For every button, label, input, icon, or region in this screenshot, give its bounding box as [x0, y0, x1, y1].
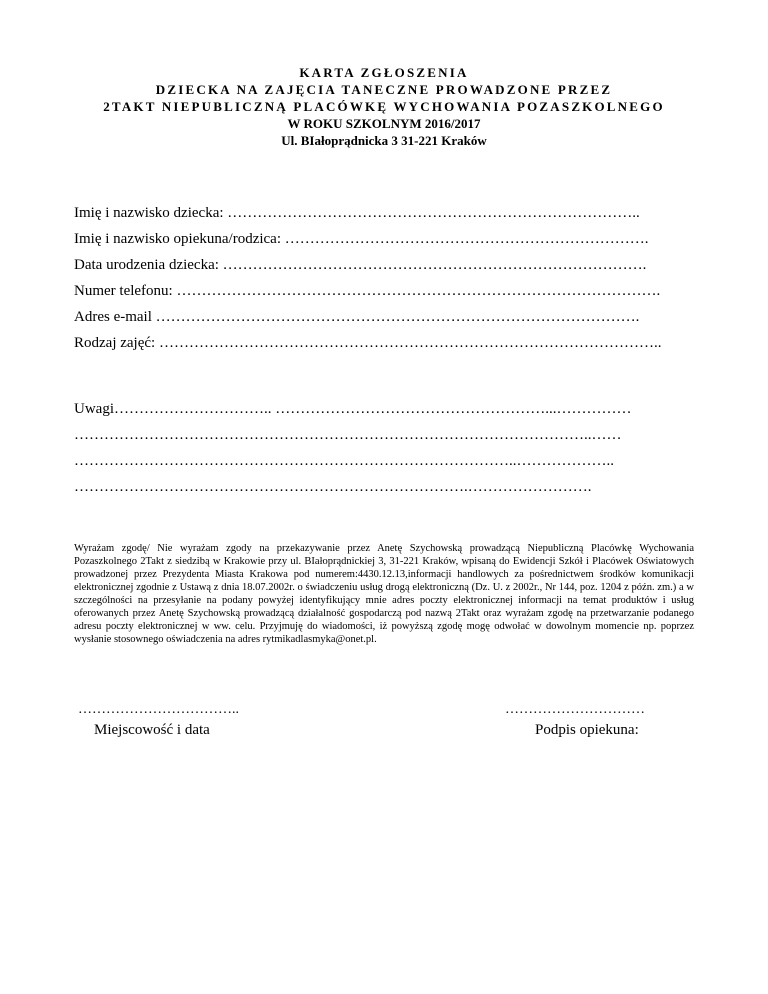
guardian-signature-label: Podpis opiekuna:: [535, 722, 639, 738]
child-name-field[interactable]: Imię i nazwisko dziecka: ………………………………………………………………………..: [74, 205, 640, 221]
email-field[interactable]: Adres e-mail …………………………………………………………………………………….: [74, 309, 640, 325]
remarks-section: [74, 396, 714, 500]
address: Ul. BIałoprądnicka 3 31-221 Kraków: [281, 133, 487, 148]
consent-statement: Wyrażam zgodę/ Nie wyrażam zgody na przekazywanie przez Anetę Szychowską prowadzącą Niepubliczną Placówkę Wychowania Pozaszkolnego 2Takt z siedzibą w Krakowie przy ul. BIałoprądnickiej 3, 31-221 Kraków, wpisaną do Ewidencji Szkół i Placówek Oświatowych prowadzonej przez Prezydenta Miasta Krakowa pod numerem:4430.12.13,informacji handlowych za pośrednictwem środków komunikacji elektronicznej zgodnie z Ustawą z dnia 18.07.2002r. o świadczeniu usług drogą elektroniczną (Dz. U. z 2002r., Nr 144, poz. 1204 z późn. zm.) a w szczególności na przesyłanie na podany powyżej identyfikujący mnie adres poczty elektronicznej informacji na temat produktów i usług oferowanych przez Anetę Szychowską prowadzącą działalność gospodarczą pod nazwą 2Takt oraz wyrażam zgodę na przetwarzanie podanego adresu poczty elektronicznej w ww. celu. Przyjmuję do wiadomości, iż powyższą zgodę mogę odwołać w dowolnym momencie np. poprzez wysłanie stosownego oświadczenia na adres rytmikadlasmyka@onet.pl.: [74, 543, 694, 645]
remarks-line[interactable]: ……………………………………………………………………………..………………..: [74, 453, 614, 469]
child-birthdate-field[interactable]: Data urodzenia dziecka: ………………………………………………………………………….: [74, 257, 647, 273]
remarks-line[interactable]: …………………………………………………………………….…………………….: [74, 479, 592, 495]
guardian-signature: [505, 700, 705, 740]
place-date-label: Miejscowość i data: [94, 722, 210, 738]
phone-number-field[interactable]: Numer telefonu: …………………………………………………………………………………….: [74, 283, 661, 299]
form-subtitle-line-2: 2TAKT NIEPUBLICZNĄ PLACÓWKĘ WYCHOWANIA POZASZKOLNEGO: [103, 99, 665, 114]
form-subtitle-line-1: DZIECKA NA ZAJĘCIA TANECZNE PROWADZONE PRZEZ: [155, 82, 613, 97]
place-date-line[interactable]: ……………………………..: [78, 702, 239, 717]
guardian-name-field[interactable]: Imię i nazwisko opiekuna/rodzica: ……………………………………………………………….: [74, 231, 649, 247]
place-date-signature: [78, 700, 298, 740]
remarks-line[interactable]: Uwagi………………………….. ………………………………………………...……………: [74, 401, 632, 417]
form-header: [0, 64, 768, 149]
form-title: KARTA ZGŁOSZENIA: [299, 65, 469, 80]
form-fields: [74, 200, 714, 356]
school-year: W ROKU SZKOLNYM 2016/2017: [287, 116, 481, 131]
remarks-line[interactable]: …………………………………………………………………………………………..……: [74, 427, 622, 443]
class-type-field[interactable]: Rodzaj zajęć: ………………………………………………………………………………………..: [74, 335, 662, 351]
guardian-signature-line[interactable]: …………………………: [505, 702, 645, 717]
